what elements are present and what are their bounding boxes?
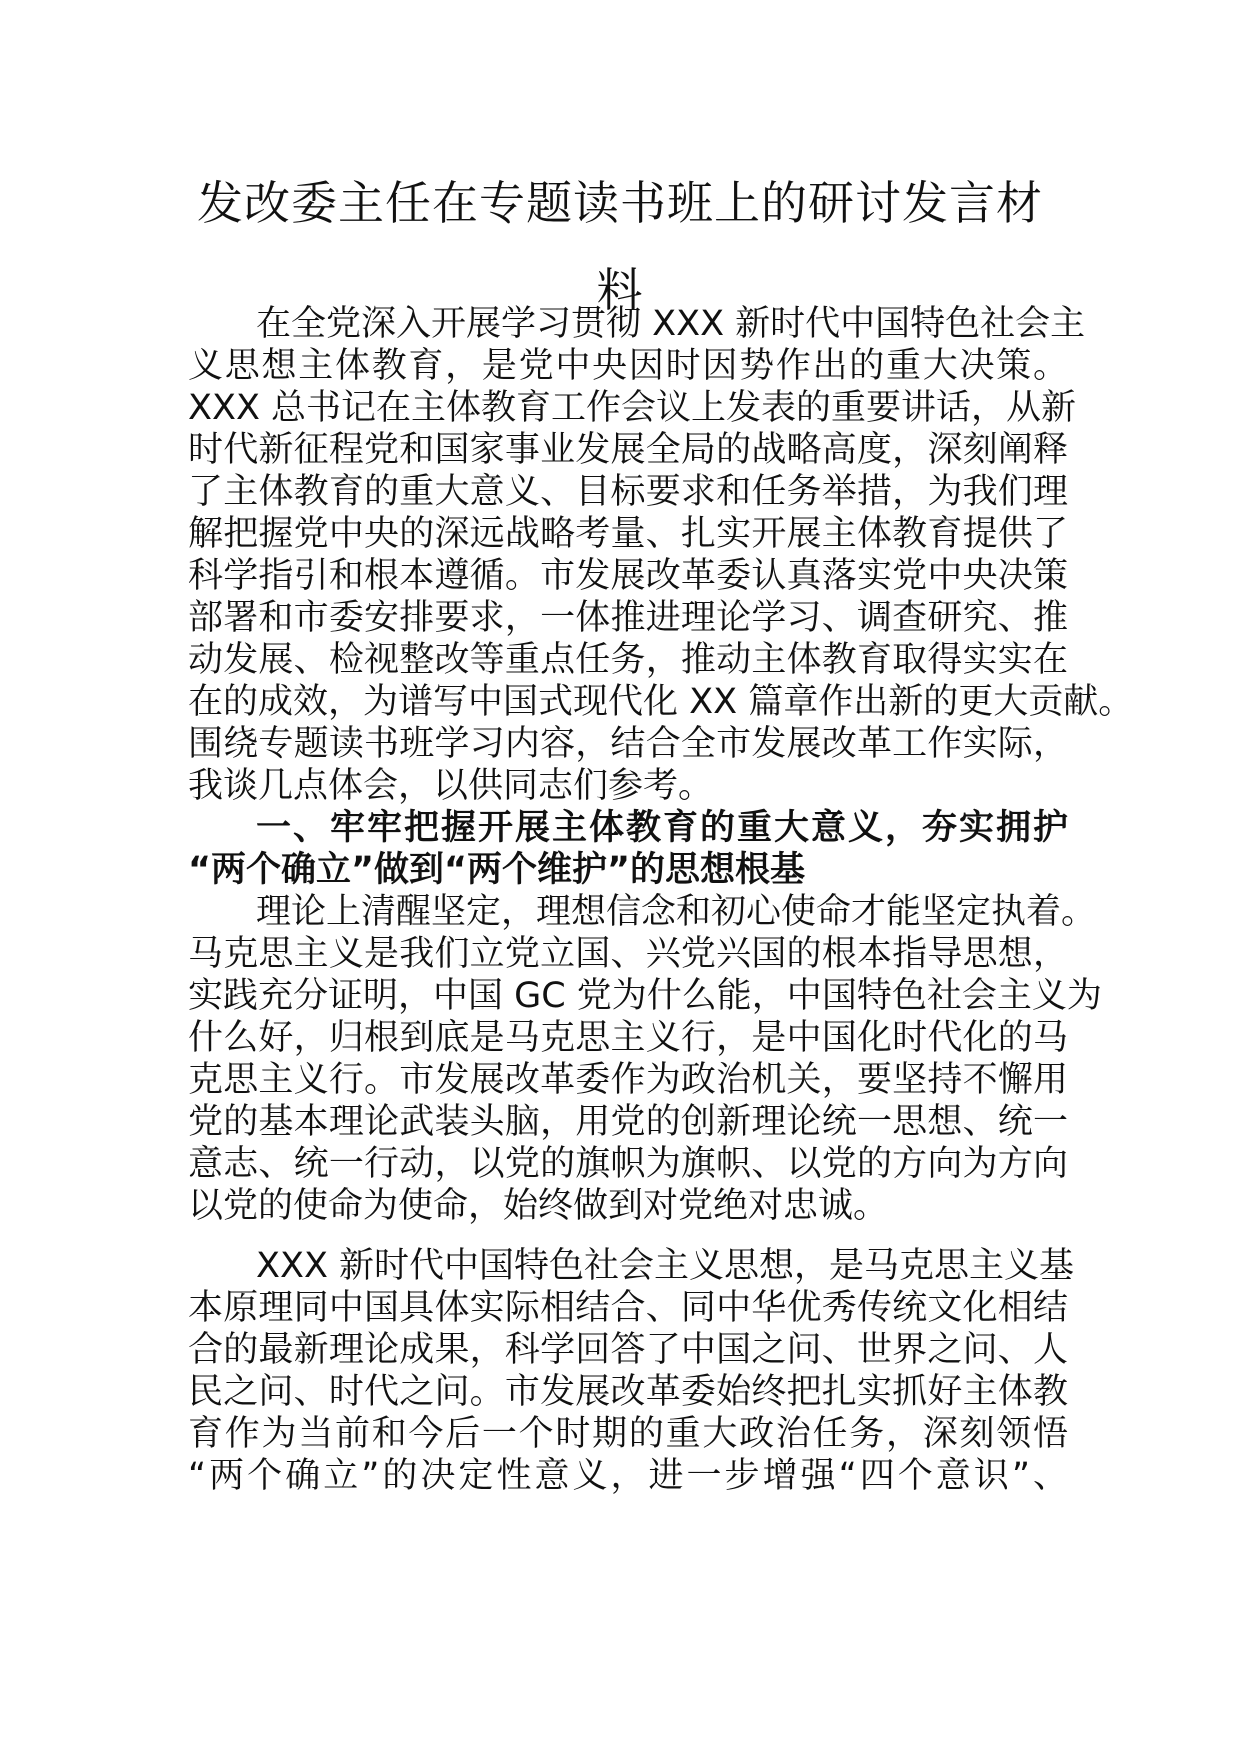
body-line: 义思想主体教育，是党中央因时因势作出的重大决策。 xyxy=(188,346,1068,386)
body-line: 民之问、时代之问。市发展改革委始终把扎实抓好主体教 xyxy=(188,1372,1068,1412)
body-line: 意志、统一行动，以党的旗帜为旗帜、以党的方向为方向 xyxy=(188,1144,1068,1184)
section-heading-line-2: “两个确立”做到“两个维护”的思想根基 xyxy=(188,850,806,890)
document-title-line-1: 发改委主任在专题读书班上的研讨发言材 xyxy=(197,176,1043,230)
body-line: XXX 新时代中国特色社会主义思想，是马克思主义基 xyxy=(256,1246,1075,1286)
body-line: XXX 总书记在主体教育工作会议上发表的重要讲话，从新 xyxy=(188,388,1077,428)
body-line: 什么好，归根到底是马克思主义行，是中国化时代化的马 xyxy=(188,1018,1068,1058)
document-title-line-2: 料 xyxy=(596,263,644,317)
body-line: 理论上清醒坚定，理想信念和初心使命才能坚定执着。 xyxy=(256,892,1097,932)
body-line: 本原理同中国具体实际相结合、同中华优秀传统文化相结 xyxy=(188,1288,1068,1328)
body-line: “两个确立”的决定性意义，进一步增强“四个意识”、 xyxy=(188,1456,1068,1496)
body-line: 围绕专题读书班学习内容，结合全市发展改革工作实际， xyxy=(188,724,1068,764)
body-line: 以党的使命为使命，始终做到对党绝对忠诚。 xyxy=(188,1186,889,1226)
body-line: 在的成效，为谱写中国式现代化 XX 篇章作出新的更大贡献。 xyxy=(188,682,1134,722)
body-line: 科学指引和根本遵循。市发展改革委认真落实党中央决策 xyxy=(188,556,1068,596)
body-line: 动发展、检视整改等重点任务，推动主体教育取得实实在 xyxy=(188,640,1068,680)
body-line: 了主体教育的重大意义、目标要求和任务举措，为我们理 xyxy=(188,472,1068,512)
body-line: 解把握党中央的深远战略考量、扎实开展主体教育提供了 xyxy=(188,514,1068,554)
body-line: 部署和市委安排要求，一体推进理论学习、调查研究、推 xyxy=(188,598,1068,638)
body-line: 育作为当前和今后一个时期的重大政治任务，深刻领悟 xyxy=(188,1414,1068,1454)
body-line: 合的最新理论成果，科学回答了中国之问、世界之问、人 xyxy=(188,1330,1068,1370)
body-line: 党的基本理论武装头脑，用党的创新理论统一思想、统一 xyxy=(188,1102,1068,1142)
body-line: 在全党深入开展学习贯彻 XXX 新时代中国特色社会主 xyxy=(256,304,1086,344)
body-line: 实践充分证明，中国 GC 党为什么能，中国特色社会主义为 xyxy=(188,976,1102,1016)
body-line: 我谈几点体会，以供同志们参考。 xyxy=(188,766,714,806)
section-heading-line-1: 一、牢牢把握开展主体教育的重大意义，夯实拥护 xyxy=(256,808,1068,848)
body-line: 马克思主义是我们立党立国、兴党兴国的根本指导思想， xyxy=(188,934,1068,974)
body-line: 时代新征程党和国家事业发展全局的战略高度，深刻阐释 xyxy=(188,430,1068,470)
body-line: 克思主义行。市发展改革委作为政治机关，要坚持不懈用 xyxy=(188,1060,1068,1100)
